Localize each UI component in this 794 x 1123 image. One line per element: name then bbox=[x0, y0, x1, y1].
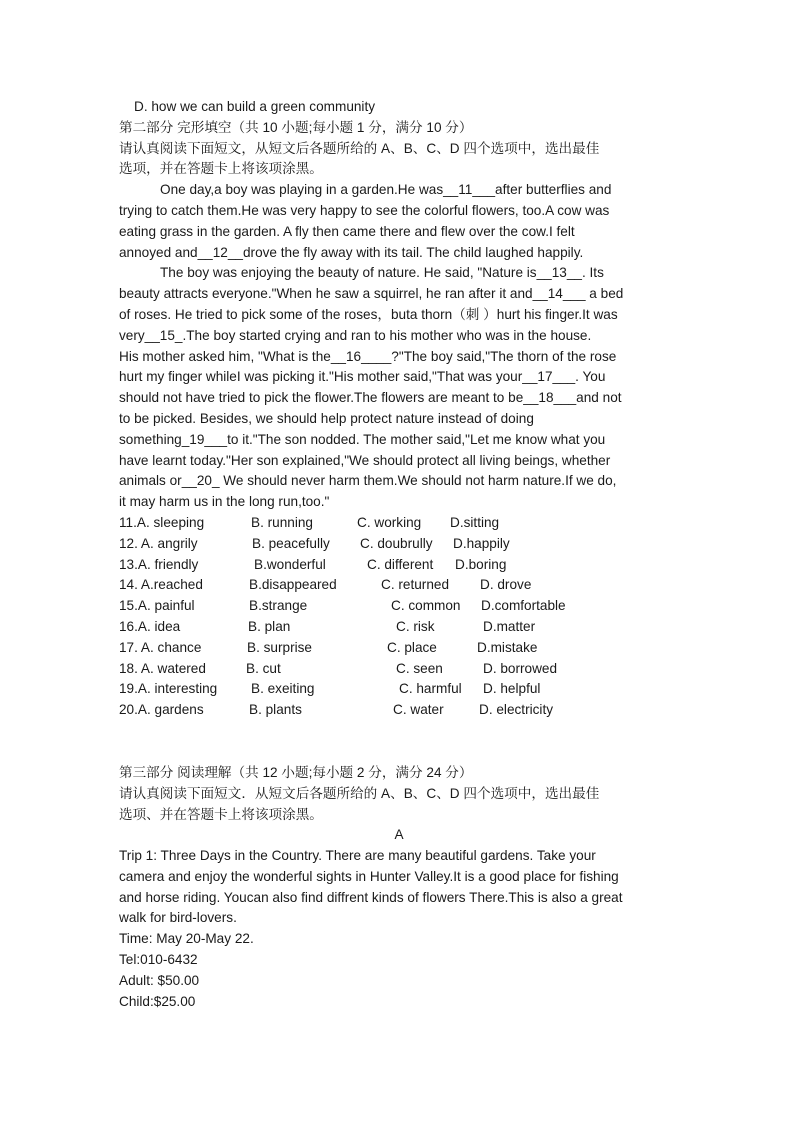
option-d: D.happily bbox=[453, 535, 510, 551]
passage-line: animals or__20_ We should never harm them.We should not harm nature.If we do, bbox=[119, 473, 617, 489]
option-b: B. running bbox=[251, 514, 313, 530]
option-d: D.matter bbox=[483, 618, 536, 634]
option-a: 12. A. angrily bbox=[119, 535, 198, 551]
passage-line: beauty attracts everyone."When he saw a squirrel, he ran after it and__14___ a bed bbox=[119, 286, 624, 302]
option-row-19 bbox=[119, 679, 679, 700]
passage-line: very__15_.The boy started crying and ran to his mother who was in the house. bbox=[119, 327, 592, 343]
option-d: D. borrowed bbox=[483, 660, 558, 676]
option-a: 18. A. watered bbox=[119, 660, 206, 676]
passage-line: should not have tried to pick the flower.The flowers are meant to be__18___and not bbox=[119, 390, 622, 406]
option-a: 13.A. friendly bbox=[119, 556, 199, 572]
trip-time: Time: May 20-May 22. bbox=[119, 931, 254, 947]
trip-line: walk for bird-lovers. bbox=[119, 910, 237, 926]
option-c: C. doubrully bbox=[360, 535, 433, 551]
exam-page bbox=[119, 97, 679, 1012]
option-row-17 bbox=[119, 638, 679, 659]
option-d: D.sitting bbox=[450, 514, 500, 530]
trip-child-price: Child:$25.00 bbox=[119, 993, 196, 1009]
part3-instruction-line: 选项、并在答题卡上将该项涂黑。 bbox=[119, 806, 323, 822]
option-c: C. returned bbox=[381, 577, 450, 593]
trip-line: and horse riding. Youcan also find diffrent kinds of flowers There.This is also a great bbox=[119, 889, 623, 905]
option-b: B.disappeared bbox=[249, 577, 337, 593]
option-c: C. risk bbox=[396, 618, 435, 634]
cloze-passage bbox=[119, 180, 679, 513]
option-a: 15.A. painful bbox=[119, 598, 195, 614]
section-gap bbox=[119, 721, 679, 763]
passage-line: The boy was enjoying the beauty of nature. He said, "Nature is__13__. Its bbox=[160, 265, 604, 281]
passage-line: His mother asked him, "What is the__16____?"The boy said,"The thorn of the rose bbox=[119, 348, 617, 364]
option-row-14 bbox=[119, 575, 679, 596]
option-row-11 bbox=[119, 513, 679, 534]
option-row-15 bbox=[119, 596, 679, 617]
passage-line: have learnt today."Her son explained,"We should protect all living beings, whether bbox=[119, 452, 611, 468]
option-b: B.wonderful bbox=[254, 556, 326, 572]
option-b: B.strange bbox=[249, 598, 308, 614]
option-a: 17. A. chance bbox=[119, 639, 202, 655]
option-b: B. cut bbox=[246, 660, 281, 676]
passage-line: to be picked. Besides, we should help protect nature instead of doing bbox=[119, 410, 534, 426]
option-d: D. electricity bbox=[479, 702, 554, 718]
passage-line: it may harm us in the long run,too." bbox=[119, 494, 330, 510]
section-label: A bbox=[394, 827, 404, 843]
option-a: 11.A. sleeping bbox=[119, 514, 205, 530]
trip-ad bbox=[119, 846, 679, 1012]
passage-line: hurt my finger whileI was picking it."His mother said,"That was your__17___. You bbox=[119, 369, 606, 385]
passage-line: One day,a boy was playing in a garden.He was__11___after butterflies and bbox=[160, 182, 612, 198]
option-b: B. surprise bbox=[247, 639, 312, 655]
option-row-20 bbox=[119, 700, 679, 721]
trip-line: camera and enjoy the wonderful sights in Hunter Valley.It is a good place for fishing bbox=[119, 868, 619, 884]
trip-line: Trip 1: Three Days in the Country. There are many beautiful gardens. Take your bbox=[119, 848, 596, 864]
option-c: C. working bbox=[357, 514, 422, 530]
option-c: C. seen bbox=[396, 660, 443, 676]
option-a: 19.A. interesting bbox=[119, 681, 218, 697]
passage-line: something_19___to it."The son nodded. The mother said,"Let me know what you bbox=[119, 431, 606, 447]
option-a: 16.A. idea bbox=[119, 618, 181, 634]
part3-instruction-line: 请认真阅读下面短文．从短文后各题所给的 A、B、C、D 四个选项中，选出最佳 bbox=[119, 785, 600, 801]
part2-instruction-line: 选项，并在答题卡上将该项涂黑。 bbox=[119, 161, 323, 177]
trip-adult-price: Adult: $50.00 bbox=[119, 972, 200, 988]
option-b: B. peacefully bbox=[252, 535, 330, 551]
option-b: B. exeiting bbox=[251, 681, 315, 697]
passage-line: trying to catch them.He was very happy to see the colorful flowers, too.A cow was bbox=[119, 202, 610, 218]
option-a: 14. A.reached bbox=[119, 577, 203, 593]
option-c: C. harmful bbox=[399, 681, 462, 697]
part3-heading: 第三部分 阅读理解（共 12 小题;每小题 2 分，满分 24 分） bbox=[119, 764, 473, 780]
option-b: B. plan bbox=[248, 618, 291, 634]
cloze-options bbox=[119, 513, 679, 721]
part2-heading: 第二部分 完形填空（共 10 小题;每小题 1 分，满分 10 分） bbox=[119, 119, 473, 135]
option-c: C. different bbox=[367, 556, 434, 572]
option-d: D. drove bbox=[480, 577, 532, 593]
option-b: B. plants bbox=[249, 702, 302, 718]
part2-instruction-line: 请认真阅读下面短文，从短文后各题所给的 A、B、C、D 四个选项中，选出最佳 bbox=[119, 140, 600, 156]
option-d: D.mistake bbox=[477, 639, 538, 655]
option-row-18 bbox=[119, 659, 679, 680]
option-row-16 bbox=[119, 617, 679, 638]
option-d: D.comfortable bbox=[481, 598, 566, 614]
option-c: C. common bbox=[391, 598, 461, 614]
option-c: C. place bbox=[387, 639, 437, 655]
part1-option-d: D. how we can build a green community bbox=[134, 99, 376, 114]
option-row-13 bbox=[119, 555, 679, 576]
passage-line: annoyed and__12__drove the fly away with its tail. The child laughed happily. bbox=[119, 244, 584, 260]
option-c: C. water bbox=[393, 702, 444, 718]
option-d: D.boring bbox=[455, 556, 507, 572]
option-d: D. helpful bbox=[483, 681, 541, 697]
option-a: 20.A. gardens bbox=[119, 702, 204, 718]
passage-line: of roses. He tried to pick some of the roses，buta thorn（刺 ）hurt his finger.It was bbox=[119, 306, 618, 322]
trip-tel: Tel:010-6432 bbox=[119, 952, 198, 968]
option-row-12 bbox=[119, 534, 679, 555]
passage-line: eating grass in the garden. A fly then came there and flew over the cow.I felt bbox=[119, 223, 575, 239]
